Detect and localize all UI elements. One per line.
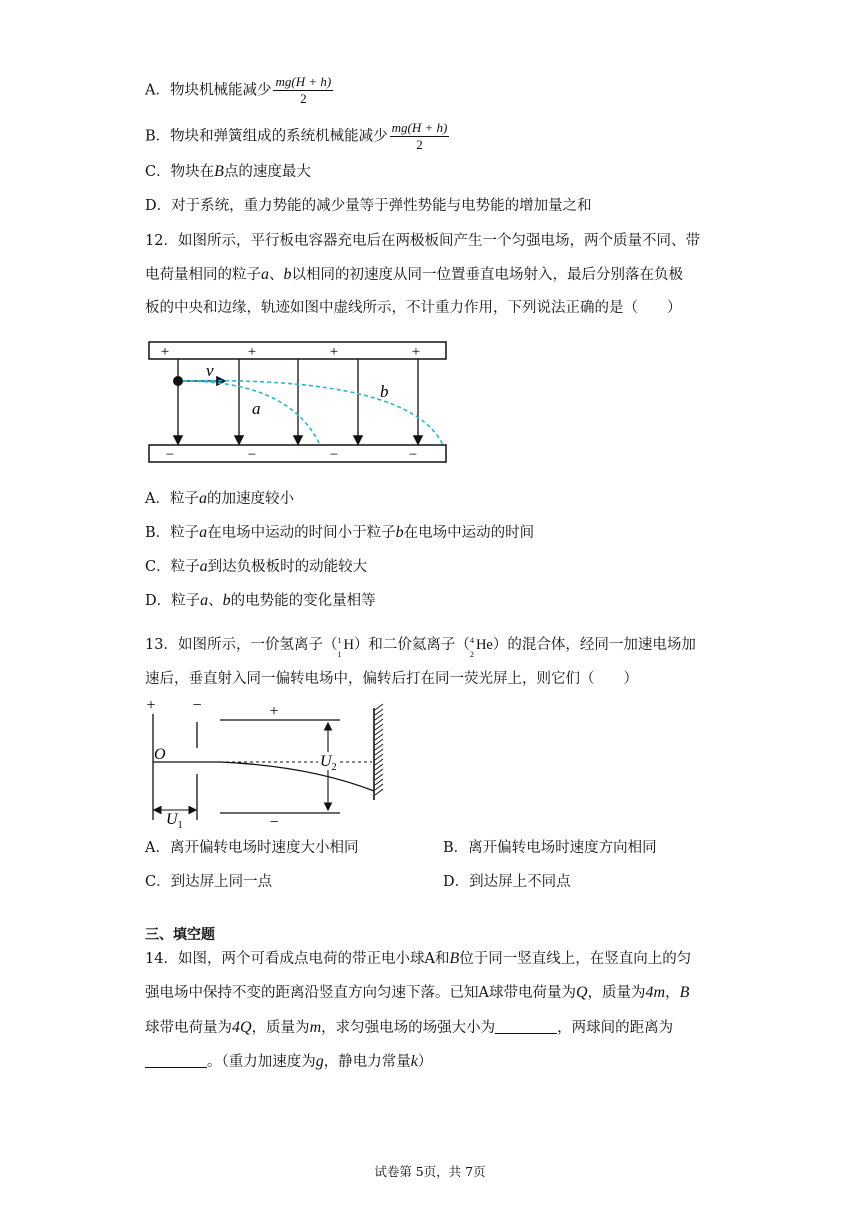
var-A: A: [424, 951, 435, 967]
plus-sign: +: [160, 344, 170, 360]
isotope-helium: [469, 636, 493, 659]
q13-option-d: D．到达屏上不同点: [443, 874, 571, 890]
deflect-minus-sign: −: [269, 814, 279, 830]
u-letter: U: [166, 811, 178, 828]
q11-option-b-text: B．物块和弹簧组成的系统机械能减少: [145, 128, 388, 145]
text: 以相同的初速度从同一位置垂直电场射入，最后分别落在负极: [291, 267, 683, 283]
text: ）的混合体，经同一加速电场加: [492, 637, 696, 653]
screen-hatching: [375, 704, 383, 795]
hatch-line: [375, 734, 383, 740]
text: ，静电力常量: [323, 1054, 411, 1070]
text: 强电场中保持不变的距离沿竖直方向匀速下落。已知: [145, 985, 479, 1001]
text: A．粒子: [145, 491, 199, 507]
u-subscript: 2: [331, 762, 337, 773]
q11-option-a: [145, 74, 333, 107]
text: D．粒子: [145, 593, 201, 609]
positive-plate: [149, 342, 446, 359]
q12-stem-line1: 12．如图所示，平行板电容器充电后在两极板间产生一个匀强电场，两个质量不同、带: [145, 233, 700, 249]
var-Q: Q: [575, 984, 588, 1001]
trajectory-a-label: a: [252, 399, 261, 418]
atomic-number: 1: [337, 650, 342, 659]
deflected-trajectory: [220, 762, 374, 791]
q13-option-c: C．到达屏上同一点: [145, 874, 273, 890]
q12-option-d: [145, 591, 376, 611]
text: B．粒子: [145, 525, 200, 541]
origin-label: O: [154, 746, 166, 763]
element-symbol: He: [475, 637, 493, 653]
var-B: B: [679, 984, 690, 1001]
minus-sign: −: [329, 447, 339, 463]
text: ，求匀强电场的场强大小为: [321, 1020, 496, 1036]
q11-option-a-text: A．物块机械能减少: [145, 82, 272, 99]
text: 到达负极板时的动能较大: [207, 559, 368, 575]
text: ）和二价氦离子（: [353, 637, 470, 653]
text: C．物块在: [145, 164, 215, 180]
var-b: B: [214, 163, 224, 180]
atomic-number: 2: [469, 650, 474, 659]
q14-line4: [145, 1052, 432, 1072]
q12-stem-line2: [145, 265, 683, 285]
text: ，: [665, 985, 680, 1001]
answer-blank-1[interactable]: [495, 1019, 557, 1034]
var-b: b: [395, 524, 404, 541]
plus-sign: +: [329, 344, 339, 360]
text: 球带电荷量为: [488, 985, 576, 1001]
hatch-line: [375, 759, 383, 765]
text: 14．如图，两个可看成点电荷的带正电小球: [145, 951, 425, 967]
particle-dot: [173, 376, 183, 386]
fraction-denominator: 2: [300, 91, 307, 106]
plus-sign: +: [247, 344, 257, 360]
q12-option-b: [145, 523, 534, 543]
text: ，两球间的距离为: [557, 1020, 674, 1036]
var-4m: 4m: [645, 984, 666, 1001]
hatch-line: [375, 714, 383, 720]
q11-option-b-fraction: [390, 120, 450, 153]
text: 。（重力加速度为: [207, 1054, 316, 1070]
text: ，质量为: [587, 985, 646, 1001]
var-a: a: [200, 592, 209, 609]
isotope-hydrogen: [337, 636, 354, 659]
q14-line2: [145, 983, 689, 1003]
u-subscript: 1: [177, 820, 183, 830]
mass-number: 1: [337, 636, 342, 645]
minus-sign: −: [247, 447, 257, 463]
mass-number: 4: [469, 636, 474, 645]
hatch-line: [375, 784, 383, 790]
var-4Q: 4Q: [232, 1019, 252, 1036]
section-heading: 三、填空题: [145, 927, 215, 943]
q12-capacitor-figure: [140, 336, 460, 468]
q12-stem-line3: 板的中央和边缘，轨迹如图中虚线所示，不计重力作用，下列说法正确的是（ ）: [145, 300, 682, 316]
q13-stem-line2: 速后，垂直射入同一偏转电场中，偏转后打在同一荧光屏上，则它们（ ）: [145, 671, 638, 687]
var-a: a: [198, 490, 207, 507]
var-k: k: [410, 1053, 418, 1070]
element-symbol: H: [343, 637, 354, 653]
text: 电荷量相同的粒子: [145, 267, 261, 283]
var-B: B: [449, 950, 460, 967]
q13-deflection-figure: [140, 696, 400, 830]
var-b: b: [222, 592, 231, 609]
text: 13．如图所示，一价氢离子（: [145, 637, 338, 653]
hatch-line: [375, 709, 383, 715]
text: 球带电荷量为: [145, 1020, 232, 1036]
text: 点的速度最大: [223, 164, 311, 180]
minus-sign: −: [165, 447, 175, 463]
text: 、: [208, 593, 223, 609]
page-footer: 试卷第 5页，共 7页: [374, 1164, 486, 1179]
hatch-line: [375, 729, 383, 735]
q14-line3: [145, 1018, 673, 1038]
text: 和: [434, 951, 450, 967]
hatch-line: [375, 739, 383, 745]
text: 位于同一竖直线上，在竖直向上的匀: [459, 951, 692, 967]
hatch-line: [375, 719, 383, 725]
var-a: a: [261, 266, 269, 283]
var-g: g: [315, 1053, 324, 1070]
deflect-plus-sign: +: [269, 703, 279, 720]
q13-option-b: B．离开偏转电场时速度方向相同: [443, 840, 657, 856]
var-b: b: [283, 266, 292, 283]
negative-plate: [149, 445, 446, 462]
text: 的电势能的变化量相等: [230, 593, 376, 609]
var-a: a: [199, 524, 208, 541]
plus-sign: +: [411, 344, 421, 360]
fraction-numerator: mg(H + h): [275, 74, 332, 89]
q11-option-a-fraction: [273, 74, 333, 107]
text: ，质量为: [251, 1020, 310, 1036]
fraction-denominator: 2: [416, 137, 423, 152]
text: ）: [417, 1054, 433, 1070]
velocity-label: v: [206, 361, 214, 380]
text: 、: [269, 267, 284, 283]
trajectory-b-label: b: [380, 382, 389, 401]
hatch-line: [375, 754, 383, 760]
accel-minus-sign: −: [192, 697, 202, 714]
q14-line1: [145, 949, 691, 969]
hatch-line: [375, 789, 383, 795]
trajectory-b: [183, 381, 443, 445]
q12-option-a: [145, 489, 294, 509]
hatch-line: [375, 704, 383, 710]
q11-option-d: D．对于系统，重力势能的减少量等于弹性势能与电势能的增加量之和: [145, 198, 592, 214]
hatch-line: [375, 724, 383, 730]
hatch-line: [375, 749, 383, 755]
var-m: m: [309, 1019, 322, 1036]
text: 在电场中运动的时间小于粒子: [207, 525, 396, 541]
accel-plus-sign: +: [146, 697, 156, 714]
u-letter: U: [320, 753, 332, 770]
hatch-line: [375, 744, 383, 750]
q13-stem-line1: [145, 635, 696, 659]
var-a: a: [199, 558, 208, 575]
answer-blank-2[interactable]: [145, 1053, 207, 1068]
var-A: A: [478, 985, 489, 1001]
minus-sign: −: [408, 447, 418, 463]
q11-option-b: [145, 120, 449, 153]
hatch-line: [375, 779, 383, 785]
text: C．粒子: [145, 559, 200, 575]
q11-option-c: [145, 162, 311, 182]
u1-label: [166, 811, 183, 830]
text: 的加速度较小: [206, 491, 294, 507]
hatch-line: [375, 774, 383, 780]
hatch-line: [375, 764, 383, 770]
fraction-numerator: mg(H + h): [391, 120, 448, 135]
hatch-line: [375, 769, 383, 775]
q13-option-a: A．离开偏转电场时速度大小相同: [145, 840, 359, 856]
q12-option-c: [145, 557, 367, 577]
text: 在电场中运动的时间: [403, 525, 535, 541]
